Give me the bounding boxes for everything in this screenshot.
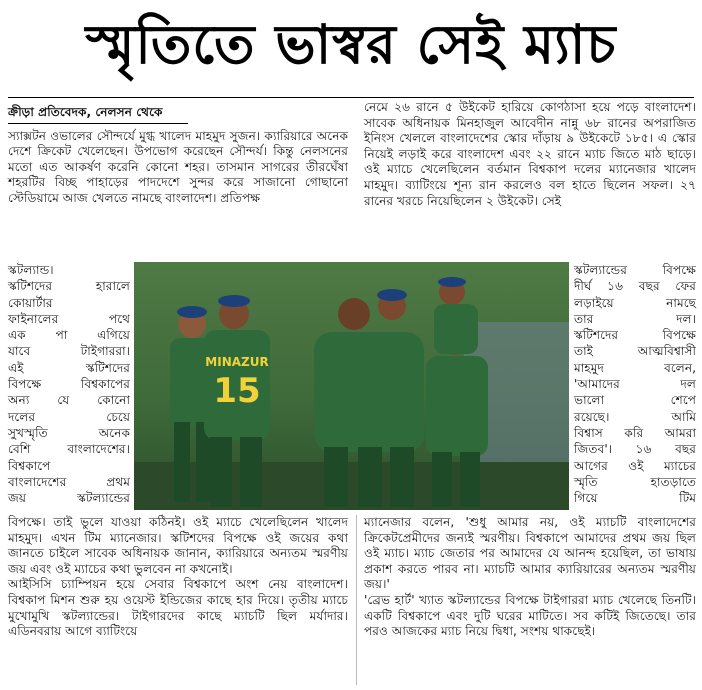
lower-right-paragraph: 'ব্রেভ হার্ট' খ্যাত স্কটল্যান্ডের বিপক্ষে টাইগাররা ম্যাচ খেলেছে তিনটি। একটি বিশ্বকাপে এবং দুটি ঘরের মাটিতে। সব কটিই জিতেছে। তার পরও আজকের ম্যাচ নিয়ে দ্বিধা, সংশয় থাকছেই। [364, 592, 696, 639]
photo-wrap-left [8, 262, 130, 506]
left-column-text: স্যাক্সটন ওভালের সৌন্দর্যে মুগ্ধ খালেদ মাহমুদ সুজন। ক্যারিয়ারে অনেক দেশে ক্রিকেট খেলেছেন। উপভোগ করেছেন সৌন্দর্য। কিন্তু নেলসনের মতো এত আকর্ষণ করেনি কোনো শহর। তাসমান সাগরের তীরঘেঁষা শহরটির বিচ্ছ পাহাড়ের পাদদেশে সুন্দর করে সাজানো গোছানো স্টেডিয়ামে আজ খেলতে নামছে বাংলাদেশ। প্রতিপক্ষ [8, 128, 348, 205]
wrap-right-line: স্মৃতি হাতড়াতে [574, 474, 696, 489]
right-column-top [364, 100, 696, 209]
wrap-left-line: বিপক্ষে বিশ্বকাপের [8, 377, 130, 392]
wrap-left-line: সুখস্মৃতি অনেক [8, 425, 130, 440]
wrap-left-line: বিশ্বকাপে [8, 458, 51, 473]
wrap-right-line: স্কটিশদের বিপক্ষে [574, 328, 696, 343]
byline-rule [8, 123, 188, 124]
wrap-right-line: তার দল। [574, 311, 696, 326]
wrap-right-line: তাই আত্মবিশ্বাসী [574, 344, 696, 359]
wrap-right-line: লড়াইয়ে নামছে [574, 295, 696, 310]
wrap-right-line: ভালো শেপে [574, 393, 696, 408]
wrap-right-line: গিয়ে টিম [574, 491, 696, 506]
headline: স্মৃতিতে ভাস্বর সেই ম্যাচ [85, 13, 617, 76]
wrap-right-line: বিশ্বাস করি আমরা [574, 425, 696, 440]
wrap-left-line: বাংলাদেশের প্রথম [8, 474, 130, 489]
photo-illustration [134, 262, 569, 510]
lower-left-paragraph: আইসিসি চ্যাম্পিয়ন হয়ে সেবার বিশ্বকাপে অংশ নেয় বাংলাদেশ। বিশ্বকাপ মিশন শুরু হয় ওয়েস্ট ইন্ডিজের কাছে হার দিয়ে। তৃতীয় ম্যাচে মুখোমুখি স্কটল্যান্ডের। টাইগারদের কাছে ম্যাচটি ছিল মর্যাদার। এডিনবরায় আগে ব্যাটিংয়ে [8, 577, 348, 639]
team-celebration-photo [134, 262, 569, 510]
wrap-right-line: রয়েছে। আমি [574, 409, 696, 424]
wrap-right-line: 'আমাদের দল [574, 377, 696, 392]
wrap-right-line: জিতব'। ১৬ বছর [574, 442, 696, 457]
wrap-left-line: যাবে টাইগাররা। [8, 344, 130, 359]
wrap-right-line: মাহমুদ বলেন, [574, 360, 696, 375]
right-column-text: নেমে ২৬ রানে ৫ উইকেট হারিয়ে কোণঠাসা হয়ে পড়ে বাংলাদেশ। সাবেক অধিনায়ক মিনহাজুল আবেদীন নান্নু ৬৮ রানের অপরাজিত ইনিংস খেললে বাংলাদেশের স্কোর দাঁড়ায় ৯ উইকেটে ১৮৫। এ স্কোর নিয়েই লড়াই করে বাংলাদেশ এবং ২২ রানে ম্যাচ জিতে মাঠ ছাড়ে। ওই ম্যাচে খেলেছিলেন বর্তমান বিশ্বকাপ দলের ম্যানেজার খালেদ মাহমুদ। ব্যাটিংয়ে শূন্য রান করলেও বল হাতে ছিলেন সফল। ২৭ রানের খরচে নিয়েছিলেন ২ উইকেট। সেই [364, 100, 696, 208]
wrap-left-line: জয় স্কটল্যান্ডের [8, 491, 130, 506]
wrap-left-line: স্কটিশদের হারালে [8, 279, 130, 294]
left-column-top [8, 105, 348, 207]
wrap-left-line: স্কটল্যান্ড। [8, 263, 54, 277]
wrap-right-line: দীর্ঘ ১৬ বছর ফের [574, 279, 696, 294]
wrap-left-line: এক পা এগিয়ে [8, 328, 130, 343]
jersey-name: MINAZUR [205, 355, 269, 369]
lower-right-paragraph: ম্যানেজার বলেন, 'শুধু আমার নয়, ওই ম্যাচটি বাংলাদেশের ক্রিকেটপ্রেমীদের জন্যই স্মরণীয়। বিশ্বকাপে আমাদের প্রথম জয় ছিল ওই ম্যাচ। ম্যাচ জেতার পর আমাদের যে আনন্দ হয়েছিল, তা ভাষায় প্রকাশ করতে পারব না। ম্যাচটি আমার ক্যারিয়ারের অন্যতম স্মরণীয় জয়।' [364, 515, 696, 592]
wrap-right-line: আগের ওই ম্যাচের [574, 458, 696, 473]
headline-rule [8, 97, 694, 98]
lower-left-column [8, 515, 348, 640]
wrap-right-line: স্কটল্যান্ডের বিপক্ষে [574, 263, 696, 277]
wrap-left-line: বেশি বাংলাদেশের। [8, 442, 130, 457]
wrap-left-line: এই স্কটিশদের [8, 360, 130, 375]
lower-left-paragraph: বিপক্ষে। তাই ভুলে যাওয়া কঠিনই। ওই ম্যাচে খেলেছিলেন খালেদ মাহমুদ। এখন টিম ম্যানেজার। স্কটিশদের বিপক্ষে ওই জয়ের কথা জানতে চাইলে সাবেক অধিনায়ক জানান, ক্যারিয়ারে অন্যতম স্মরণীয় জয় এবং ওই ম্যাচের কথা ভুলবেন না কখনোই। [8, 515, 348, 576]
column-divider [356, 515, 357, 685]
wrap-left-line: কোয়ার্টার [8, 295, 53, 310]
byline: ক্রীড়া প্রতিবেদক, নেলসন থেকে [8, 105, 163, 119]
photo-wrap-right [574, 262, 696, 506]
jersey-number: 15 [213, 371, 261, 411]
wrap-left-line: ফাইনালের পথে [8, 311, 130, 326]
lower-right-column [364, 515, 696, 640]
wrap-left-line: দলের চেয়ে [8, 409, 130, 424]
wrap-left-line: অন্য যে কোনো [8, 393, 130, 408]
